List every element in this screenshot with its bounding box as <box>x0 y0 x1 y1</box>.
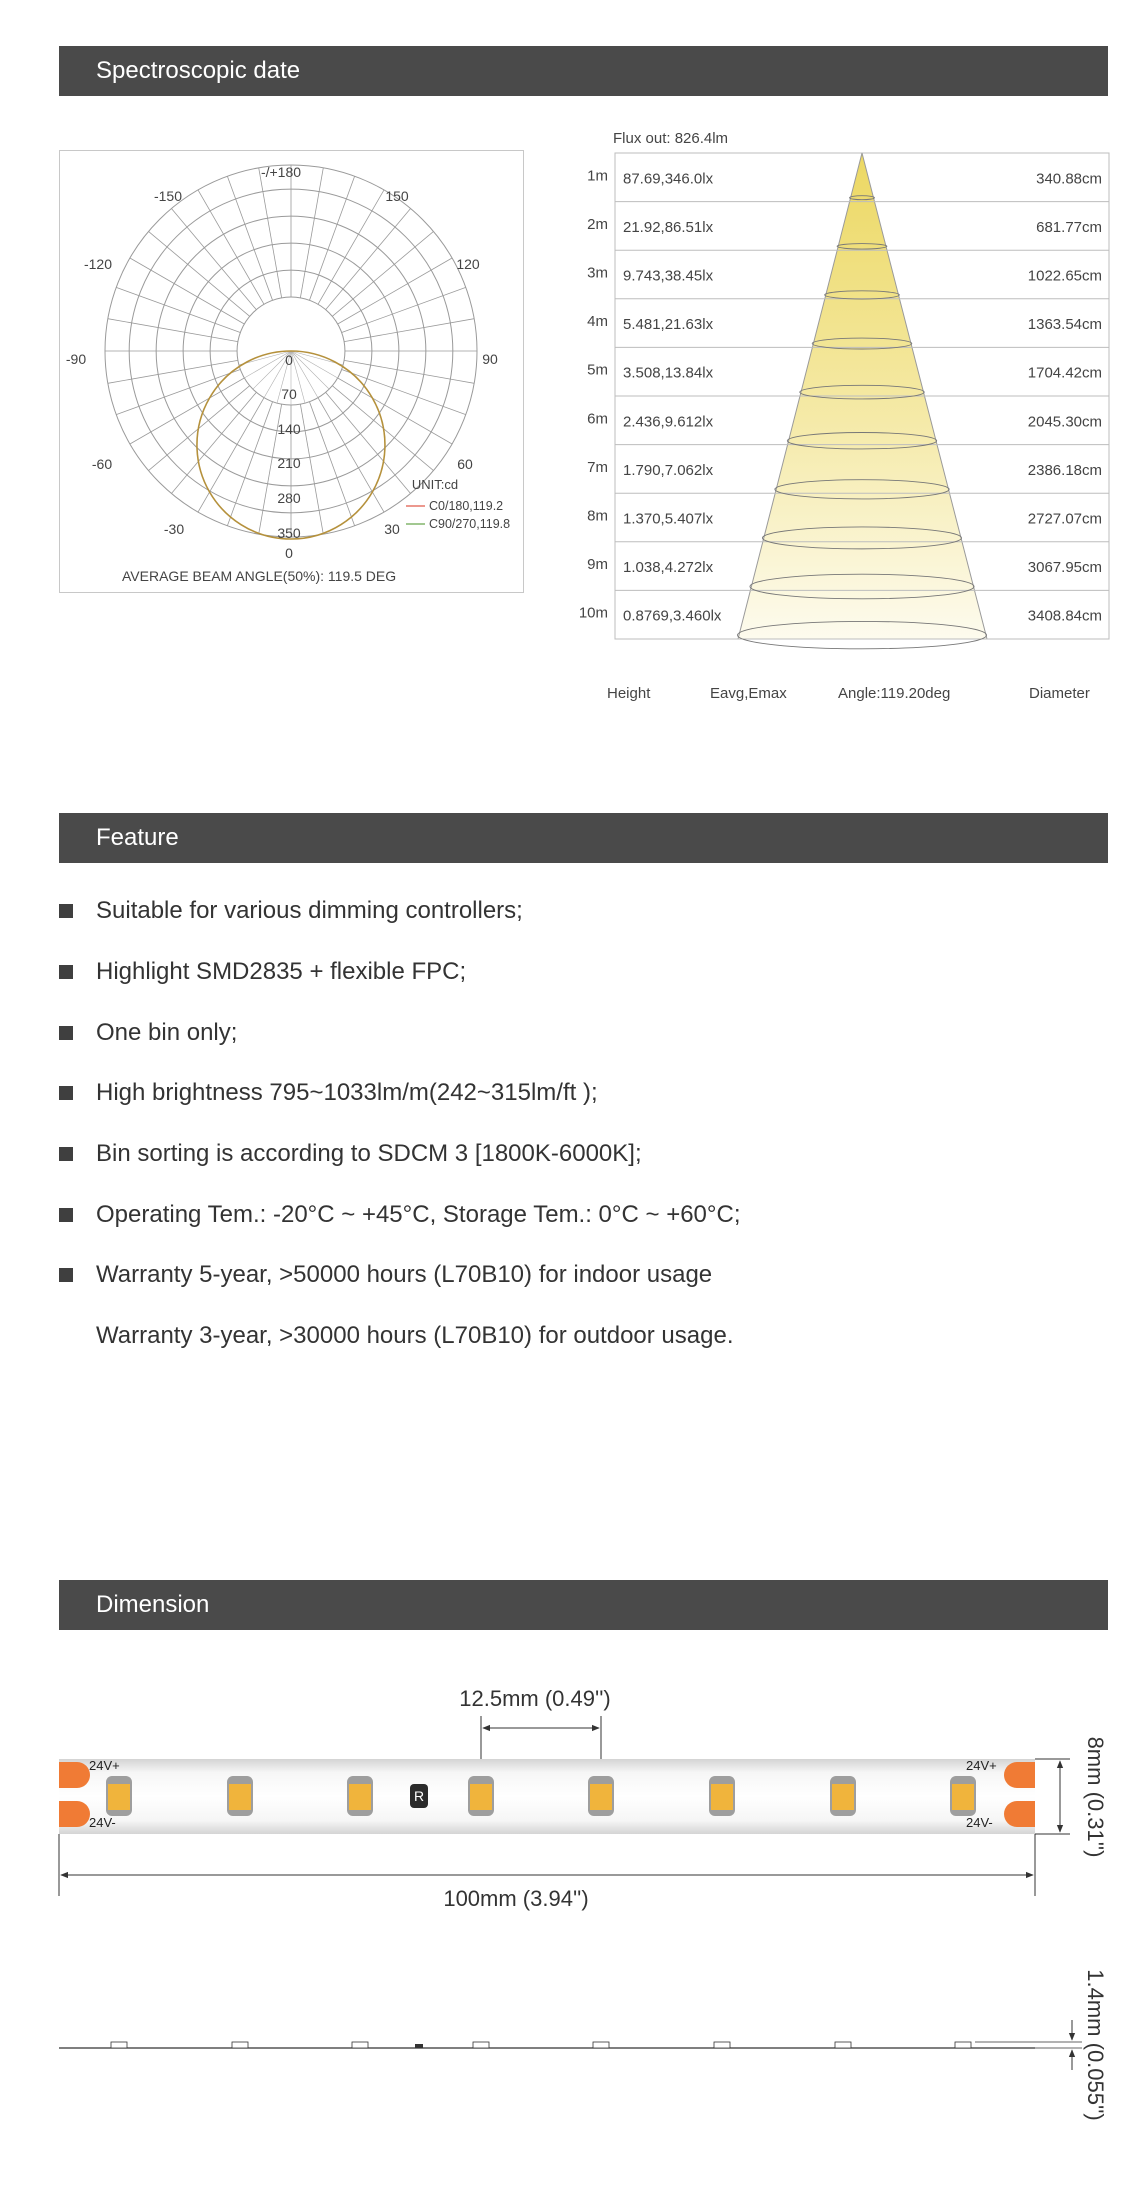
radial-label-140: 140 <box>277 421 301 437</box>
cone-row-height: 8m <box>587 507 608 525</box>
feature-header <box>59 813 1108 863</box>
polar-diagram-panel <box>59 150 524 593</box>
footer-height: Height <box>607 685 651 702</box>
cone-row-diameter: 2386.18cm <box>1027 461 1102 479</box>
bullet-icon <box>59 1147 73 1161</box>
led-chip <box>832 1784 854 1810</box>
led-side-profile <box>714 2042 730 2048</box>
footer-angle: Angle:119.20deg <box>838 685 951 702</box>
width-dimension-label: 8mm (0.31'') <box>1083 1736 1108 1858</box>
cone-row-eavg: 0.8769,3.460lx <box>623 607 722 625</box>
bullet-icon <box>59 904 73 918</box>
bullet-icon <box>59 1026 73 1040</box>
angle-label-30: 30 <box>384 521 400 537</box>
polar-spoke <box>130 258 244 324</box>
cone-row-eavg: 87.69,346.0lx <box>623 170 714 188</box>
polar-spoke <box>300 168 323 298</box>
cone-row-eavg: 9.743,38.45lx <box>623 267 714 285</box>
cone-row-height: 3m <box>587 264 608 282</box>
cone-row-height: 1m <box>587 167 608 185</box>
spectroscopic-title: Spectroscopic date <box>96 57 301 84</box>
cone-row-diameter: 3408.84cm <box>1027 607 1102 625</box>
feature-item <box>59 1257 1108 1297</box>
feature-text: Operating Tem.: -20°C ~ +45°C, Storage Tem.: 0°C ~ +60°C; <box>96 1201 741 1228</box>
feature-text: Highlight SMD2835 + flexible FPC; <box>96 958 467 985</box>
polar-inner-spoke <box>291 351 338 378</box>
pad-label-left-neg: 24V- <box>89 1815 116 1830</box>
led-chip <box>590 1784 612 1810</box>
cone-row-diameter: 3067.95cm <box>1027 559 1102 577</box>
resistor-label: R <box>413 1788 425 1804</box>
dimension-drawing <box>0 1660 1136 2209</box>
cone-row-diameter: 681.77cm <box>1036 218 1102 236</box>
cone-row-height: 10m <box>578 604 608 622</box>
led-chip <box>349 1784 371 1810</box>
angle-label-m30: -30 <box>163 521 185 537</box>
thickness-dimension-label: 1.4mm (0.055'') <box>1083 1969 1108 2121</box>
radial-label-0: 0 <box>285 352 293 368</box>
cone-row-height: 9m <box>587 556 608 574</box>
feature-text: One bin only; <box>96 1019 238 1046</box>
resistor-side-profile <box>415 2044 423 2048</box>
cone-row-eavg: 5.481,21.63lx <box>623 316 714 334</box>
led-chip <box>108 1784 130 1810</box>
cone-row-height: 7m <box>587 458 608 476</box>
led-side-profile <box>955 2042 971 2048</box>
angle-label-150: 150 <box>385 188 409 204</box>
pitch-dimension-label: 12.5mm (0.49'') <box>459 1686 611 1711</box>
pad-label-left-pos: 24V+ <box>89 1758 120 1773</box>
angle-label-0: 0 <box>285 545 293 561</box>
cone-footer <box>607 685 1090 702</box>
polar-spoke <box>344 360 474 383</box>
feature-item <box>59 1015 1108 1055</box>
polar-spoke <box>326 209 411 310</box>
polar-inner-spoke <box>244 351 291 378</box>
polar-spoke <box>171 392 256 493</box>
angle-label-60: 60 <box>457 456 473 472</box>
polar-spoke <box>326 392 411 493</box>
polar-spoke <box>108 319 238 342</box>
angle-label-180: -/+180 <box>260 164 302 180</box>
feature-item <box>59 1075 1108 1115</box>
feature-text: Warranty 5-year, >50000 hours (L70B10) for indoor usage <box>96 1261 713 1288</box>
solder-pad <box>1004 1762 1035 1788</box>
cone-row-eavg: 21.92,86.51lx <box>623 218 714 236</box>
polar-unit: UNIT:cd <box>411 477 459 492</box>
cone-row-eavg: 1.038,4.272lx <box>623 559 714 577</box>
pad-label-right-pos: 24V+ <box>966 1758 997 1773</box>
feature-title: Feature <box>96 824 179 851</box>
feature-text: Warranty 3-year, >30000 hours (L70B10) for outdoor usage. <box>96 1322 734 1349</box>
polar-spoke <box>344 319 474 342</box>
polar-spoke <box>318 190 384 304</box>
polar-spoke <box>318 398 384 512</box>
angle-label-m60: -60 <box>91 456 113 472</box>
bullet-icon <box>59 965 73 979</box>
radial-label-350: 350 <box>277 525 301 541</box>
pad-label-right-neg: 24V- <box>966 1815 993 1830</box>
legend-c0-label: C0/180,119.2 <box>429 499 504 513</box>
radial-label-70: 70 <box>281 386 297 402</box>
polar-spoke <box>300 404 323 534</box>
flux-out: Flux out: 826.4lm <box>613 130 729 147</box>
dimension-header <box>59 1580 1108 1630</box>
led-side-profile <box>593 2042 609 2048</box>
cone-row-eavg: 3.508,13.84lx <box>623 364 714 382</box>
polar-spoke <box>338 378 452 444</box>
side-profile-components <box>111 2042 971 2048</box>
cone-row-height: 6m <box>587 410 608 428</box>
angle-label-m150: -150 <box>153 188 183 204</box>
feature-text: Bin sorting is according to SDCM 3 [1800K-6000K]; <box>96 1140 642 1167</box>
cone-row-diameter: 340.88cm <box>1036 170 1102 188</box>
cone-row-eavg: 1.370,5.407lx <box>623 510 714 528</box>
cone-row-eavg: 2.436,9.612lx <box>623 413 714 431</box>
solder-pad <box>59 1762 90 1788</box>
led-side-profile <box>473 2042 489 2048</box>
length-dimension-label: 100mm (3.94'') <box>443 1886 589 1911</box>
legend-c90-label: C90/270,119.8 <box>429 517 511 531</box>
led-side-profile <box>111 2042 127 2048</box>
footer-eavg: Eavg,Emax <box>710 685 787 702</box>
spectroscopic-header <box>59 46 1108 96</box>
led-chip <box>711 1784 733 1810</box>
cone-row-diameter: 2727.07cm <box>1027 510 1102 528</box>
feature-item <box>59 893 1108 933</box>
angle-label-m120: -120 <box>83 256 113 272</box>
feature-text: Suitable for various dimming controllers; <box>96 897 523 924</box>
polar-spoke <box>149 231 250 316</box>
angle-label-90: 90 <box>482 351 498 367</box>
polar-spoke <box>130 378 244 444</box>
polar-spoke <box>198 398 264 512</box>
cone-row-height: 4m <box>587 313 608 331</box>
cone-row-diameter: 1022.65cm <box>1027 267 1102 285</box>
led-side-profile <box>835 2042 851 2048</box>
cone-row-height: 2m <box>587 215 608 233</box>
angle-label-m90: -90 <box>65 351 87 367</box>
dimension-title: Dimension <box>96 1591 210 1618</box>
radial-label-210: 210 <box>277 455 301 471</box>
solder-pad <box>1004 1801 1035 1827</box>
cone-row-diameter: 2045.30cm <box>1027 413 1102 431</box>
led-chip <box>229 1784 251 1810</box>
feature-text: High brightness 795~1033lm/m(242~315lm/ft ); <box>96 1079 598 1106</box>
feature-item <box>59 1136 1108 1176</box>
bullet-icon <box>59 1086 73 1100</box>
cone-row-height: 5m <box>587 361 608 379</box>
cone-row-diameter: 1363.54cm <box>1027 316 1102 334</box>
feature-item <box>59 954 1108 994</box>
led-side-profile <box>352 2042 368 2048</box>
cone-row-eavg: 1.790,7.062lx <box>623 461 714 479</box>
bullet-icon <box>59 1208 73 1222</box>
polar-spoke <box>198 190 264 304</box>
polar-spoke <box>338 258 452 324</box>
polar-spoke <box>259 168 282 298</box>
led-chip <box>470 1784 492 1810</box>
led-side-profile <box>232 2042 248 2048</box>
radial-label-280: 280 <box>277 490 301 506</box>
illuminance-cone-diagram <box>560 120 1120 710</box>
feature-item-continuation <box>59 1318 1108 1358</box>
solder-pad <box>59 1801 90 1827</box>
beam-angle-text: AVERAGE BEAM ANGLE(50%): 119.5 DEG <box>122 568 397 584</box>
footer-diameter: Diameter <box>1029 685 1090 702</box>
led-strip-body <box>59 1759 1035 1834</box>
led-chip <box>952 1784 974 1810</box>
polar-spoke <box>171 209 256 310</box>
angle-label-120: 120 <box>456 256 480 272</box>
polar-spoke <box>108 360 238 383</box>
polar-diagram <box>60 151 523 592</box>
cone-row-diameter: 1704.42cm <box>1027 364 1102 382</box>
bullet-icon <box>59 1268 73 1282</box>
polar-spoke <box>332 231 433 316</box>
feature-item <box>59 1197 1108 1237</box>
